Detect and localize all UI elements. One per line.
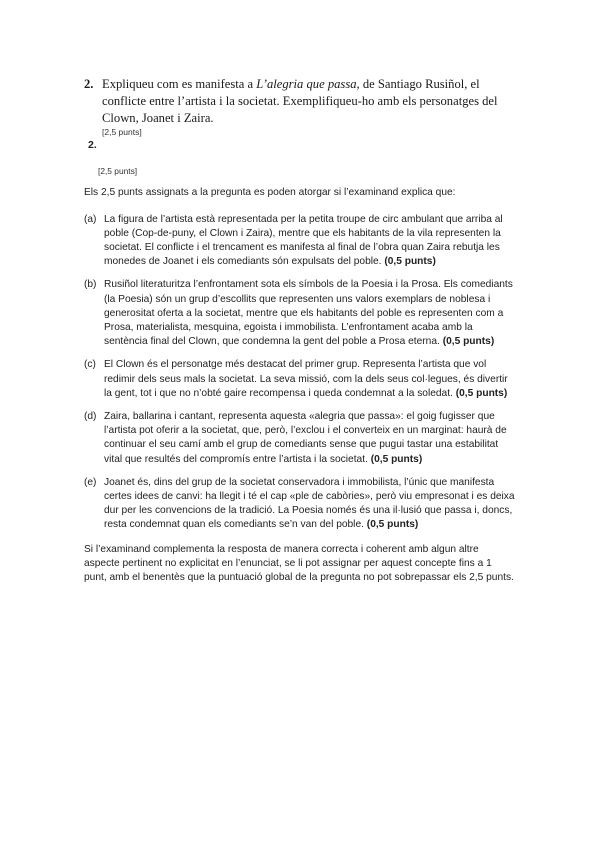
answer-intro: Els 2,5 punts assignats a la pregunta es poden atorgar si l’examinand explica que: [84, 187, 456, 199]
criterion-points: (0,5 punts) [455, 387, 508, 399]
criterion-item-d [84, 410, 516, 467]
criterion-text: Zaira, ballarina i cantant, representa aquesta «alegria que passa»: el goig fugisser que l’artista pot oferir a la societat, que, però, l’exclou i el converteix en un marginat: haurà de continuar el seu camí amb el grup de comediants sense que pugui tastar una estabilitat vital que resultés del compromís entre l’artista i la societat. [104, 411, 507, 465]
question-text-before: Expliqueu com es manifesta a [102, 77, 257, 91]
criterion-item-e [84, 476, 516, 533]
criterion-item-a [84, 213, 516, 270]
criterion-points: (0,5 punts) [442, 336, 495, 348]
question-points: [2,5 punts] [102, 127, 142, 137]
criterion-text: El Clown és el personatge més destacat del primer grup. Representa l’artista que vol redimir dels seus mals la societat. La seva missió, com la dels seus col·legues, és divertir la gent, tot i que no n’obté gaire recompensa i queda condemnat a la soledat. [104, 359, 508, 399]
answer-outro: Si l’examinand complementa la resposta de manera correcta i coherent amb algun altre aspecte pertinent no explicitat en l’enunciat, se li pot assignar per aquest concepte fins a 1 punt, amb el benentès que la puntuació global de la pregunta no pot sobrepassar els 2,5 punts. [84, 543, 514, 584]
question-text [102, 76, 524, 127]
criterion-item-b [84, 278, 516, 349]
criterion-letter: (b) [84, 279, 97, 291]
answer-block [84, 138, 516, 585]
question-number: 2. [84, 77, 94, 91]
answer-points: [2,5 punts] [98, 166, 138, 177]
criterion-item-c [84, 358, 516, 401]
criterion-points: (0,5 punts) [384, 256, 436, 268]
answer-number: 2. [88, 139, 97, 151]
criterion-letter: (a) [84, 213, 97, 225]
criterion-letter: (e) [84, 476, 97, 488]
work-title: L’alegria que passa, [256, 77, 360, 91]
criterion-letter: (d) [84, 411, 97, 423]
criterion-text: La figura de l’artista està representada per la petita troupe de circ ambulant que arriba al poble (Cop-de-puny, el Clown i Zaira), mentre que els habitants de la vila representen la societat. El conflicte i el trencament es manifesta al final de l’obra quan Zaira rebutja les monedes de Joanet i els comediants són expulsats del poble. [104, 213, 503, 268]
criterion-text: Joanet és, dins del grup de la societat conservadora i immobilista, l’únic que manifesta certes idees de canvi: ha llegit i té el cap «ple de cabòries», però viu empresonat i es deixa dur per les convencions de la tradició. La Poesia només és una il·lusió que passa i, doncs, resta condemnat quan els comediants se’n van del poble. [104, 476, 515, 531]
criterion-points: (0,5 punts) [370, 453, 423, 465]
criterion-letter: (c) [84, 359, 96, 371]
criterion-points: (0,5 punts) [366, 519, 419, 531]
question-block [84, 76, 524, 138]
criterion-text: Rusiñol literaturitza l’enfrontament sota els símbols de la Poesia i la Prosa. Els comediants (la Poesia) són un grup d’escollits que representen uns valors exemplars de noblesa i generositat oferta a la societat, mentre que els habitants del poble es representen com a Prosa, materialista, mesquina, egoista i immobilista. L’enfrontament acaba amb la sentència final del Clown, que condemna la gent del poble a Prosa eterna. [104, 279, 513, 348]
question-text-after: de Santiago Rusiñol, el conflicte entre l’artista i la societat. Exemplifiqueu-ho amb els personatges del Clown, Joanet i Zaira. [102, 77, 498, 125]
